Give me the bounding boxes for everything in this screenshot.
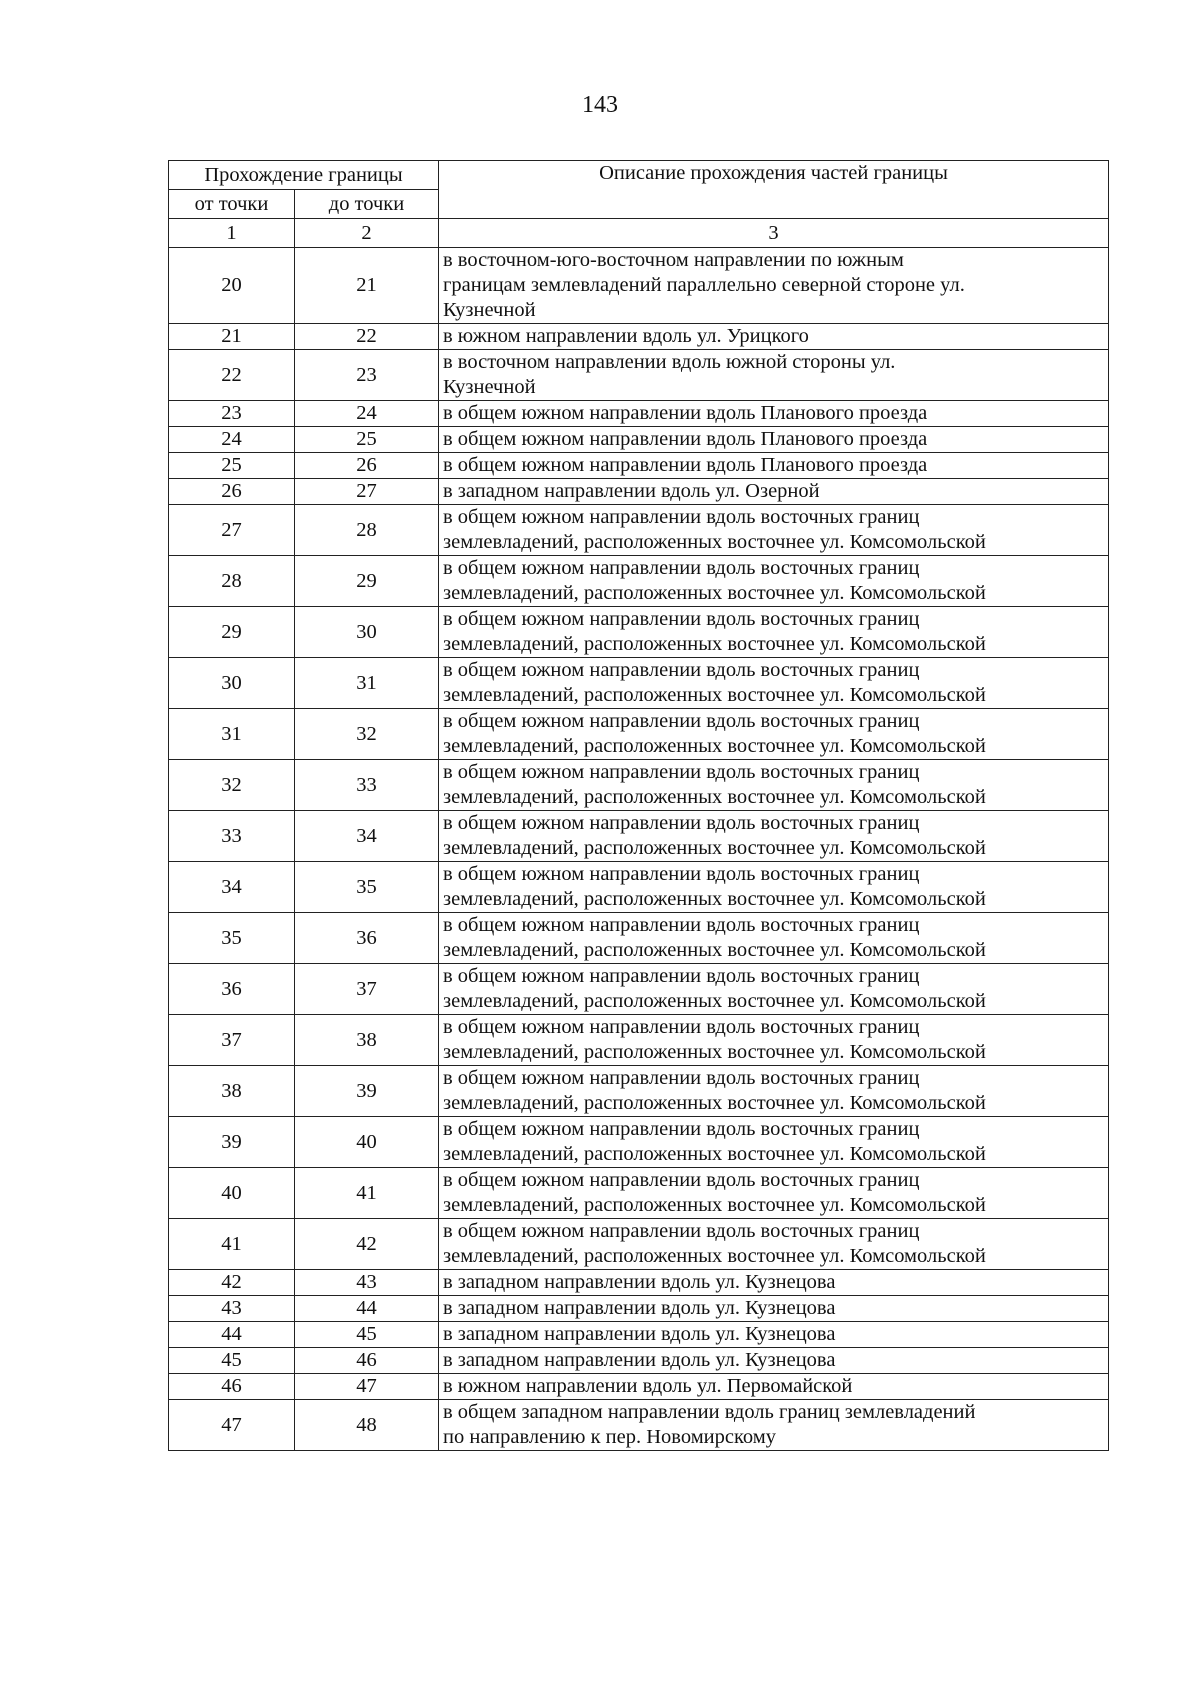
- description-line: в общем южном направлении вдоль восточных границ: [443, 557, 920, 579]
- to-point-cell: 33: [295, 760, 439, 811]
- description-line: в общем южном направлении вдоль восточных границ: [443, 812, 920, 834]
- to-point-cell: 28: [295, 505, 439, 556]
- description-line: землевладений, расположенных восточнее ул. Комсомольской: [443, 888, 986, 910]
- table-row: [169, 1168, 1109, 1219]
- description-line: землевладений, расположенных восточнее ул. Комсомольской: [443, 735, 986, 757]
- table-row: [169, 556, 1109, 607]
- to-point-cell: 44: [295, 1296, 439, 1322]
- description-line: Кузнечной: [443, 376, 536, 398]
- from-point-cell: 42: [169, 1270, 295, 1296]
- column-number-1: 1: [169, 219, 295, 248]
- description-cell: [439, 505, 1109, 556]
- table-row: [169, 427, 1109, 453]
- table-row: [169, 709, 1109, 760]
- description-line: в общем южном направлении вдоль восточных границ: [443, 863, 920, 885]
- table-row: [169, 1117, 1109, 1168]
- description-line: в восточном-юго-восточном направлении по южным: [443, 249, 904, 271]
- table-row: [169, 862, 1109, 913]
- description-line: землевладений, расположенных восточнее ул. Комсомольской: [443, 1143, 986, 1165]
- description-line: землевладений, расположенных восточнее ул. Комсомольской: [443, 582, 986, 604]
- table-row: [169, 1348, 1109, 1374]
- to-point-cell: 43: [295, 1270, 439, 1296]
- table-header: [169, 161, 1109, 248]
- from-point-cell: 29: [169, 607, 295, 658]
- description-cell: [439, 709, 1109, 760]
- table-row: [169, 1296, 1109, 1322]
- description-line: в западном направлении вдоль ул. Кузнецова: [443, 1349, 836, 1371]
- table-row: [169, 248, 1109, 324]
- description-line: в общем южном направлении вдоль восточных границ: [443, 1118, 920, 1140]
- from-point-cell: 44: [169, 1322, 295, 1348]
- description-cell: [439, 913, 1109, 964]
- description-cell: [439, 1322, 1109, 1348]
- description-line: по направлению к пер. Новомирскому: [443, 1426, 776, 1448]
- description-cell: [439, 350, 1109, 401]
- description-line: землевладений, расположенных восточнее ул. Комсомольской: [443, 837, 986, 859]
- description-cell: [439, 1296, 1109, 1322]
- from-point-cell: 41: [169, 1219, 295, 1270]
- from-point-cell: 39: [169, 1117, 295, 1168]
- description-line: в общем южном направлении вдоль восточных границ: [443, 659, 920, 681]
- from-point-cell: 38: [169, 1066, 295, 1117]
- column-number-2: 2: [295, 219, 439, 248]
- to-point-cell: 29: [295, 556, 439, 607]
- description-cell: [439, 1348, 1109, 1374]
- from-point-cell: 22: [169, 350, 295, 401]
- description-line: в общем южном направлении вдоль восточных границ: [443, 1016, 920, 1038]
- description-cell: [439, 862, 1109, 913]
- to-point-cell: 47: [295, 1374, 439, 1400]
- description-cell: [439, 1066, 1109, 1117]
- description-line: в общем южном направлении вдоль восточных границ: [443, 710, 920, 732]
- table-row: [169, 811, 1109, 862]
- description-line: землевладений, расположенных восточнее ул. Комсомольской: [443, 633, 986, 655]
- description-line: в западном направлении вдоль ул. Кузнецова: [443, 1323, 836, 1345]
- to-point-cell: 27: [295, 479, 439, 505]
- to-point-cell: 30: [295, 607, 439, 658]
- description-line: в южном направлении вдоль ул. Урицкого: [443, 325, 809, 347]
- description-line: землевладений, расположенных восточнее ул. Комсомольской: [443, 531, 986, 553]
- to-point-cell: 34: [295, 811, 439, 862]
- description-line: в общем южном направлении вдоль Планового проезда: [443, 402, 928, 424]
- description-cell: [439, 479, 1109, 505]
- description-line: в общем южном направлении вдоль восточных границ: [443, 506, 920, 528]
- from-point-cell: 28: [169, 556, 295, 607]
- to-point-cell: 31: [295, 658, 439, 709]
- table-row: [169, 350, 1109, 401]
- from-point-cell: 33: [169, 811, 295, 862]
- to-point-cell: 25: [295, 427, 439, 453]
- description-cell: [439, 1270, 1109, 1296]
- description-cell: [439, 1219, 1109, 1270]
- table-row: [169, 1219, 1109, 1270]
- table-row: [169, 1374, 1109, 1400]
- from-point-cell: 26: [169, 479, 295, 505]
- description-cell: [439, 1168, 1109, 1219]
- from-point-cell: 24: [169, 427, 295, 453]
- description-line: в общем западном направлении вдоль границ землевладений: [443, 1401, 976, 1423]
- description-cell: [439, 607, 1109, 658]
- to-point-cell: 35: [295, 862, 439, 913]
- to-point-cell: 39: [295, 1066, 439, 1117]
- description-line: границам землевладений параллельно северной стороне ул.: [443, 274, 965, 296]
- description-cell: [439, 811, 1109, 862]
- description-cell: [439, 964, 1109, 1015]
- from-point-cell: 31: [169, 709, 295, 760]
- description-cell: [439, 1400, 1109, 1451]
- table-row: [169, 453, 1109, 479]
- to-point-cell: 24: [295, 401, 439, 427]
- table-row: [169, 1066, 1109, 1117]
- from-point-cell: 30: [169, 658, 295, 709]
- table-row: [169, 760, 1109, 811]
- description-line: землевладений, расположенных восточнее ул. Комсомольской: [443, 939, 986, 961]
- table-row: [169, 1322, 1109, 1348]
- description-line: землевладений, расположенных восточнее ул. Комсомольской: [443, 684, 986, 706]
- from-point-cell: 43: [169, 1296, 295, 1322]
- from-point-cell: 40: [169, 1168, 295, 1219]
- to-point-cell: 40: [295, 1117, 439, 1168]
- from-point-cell: 35: [169, 913, 295, 964]
- description-line: в общем южном направлении вдоль Планового проезда: [443, 428, 928, 450]
- description-cell: [439, 1117, 1109, 1168]
- description-line: в общем южном направлении вдоль восточных границ: [443, 608, 920, 630]
- to-point-cell: 48: [295, 1400, 439, 1451]
- column-number-3: 3: [439, 219, 1109, 248]
- table-row: [169, 607, 1109, 658]
- table-row: [169, 1400, 1109, 1451]
- description-line: в общем южном направлении вдоль восточных границ: [443, 965, 920, 987]
- header-description: Описание прохождения частей границы: [439, 161, 1109, 219]
- table-row: [169, 324, 1109, 350]
- description-cell: [439, 1015, 1109, 1066]
- from-point-cell: 36: [169, 964, 295, 1015]
- to-point-cell: 26: [295, 453, 439, 479]
- description-line: в восточном направлении вдоль южной стороны ул.: [443, 351, 896, 373]
- table-row: [169, 658, 1109, 709]
- description-line: землевладений, расположенных восточнее ул. Комсомольской: [443, 990, 986, 1012]
- description-line: в общем южном направлении вдоль восточных границ: [443, 761, 920, 783]
- description-cell: [439, 658, 1109, 709]
- boundary-table: [168, 160, 1109, 1451]
- table-body: [169, 248, 1109, 1451]
- header-to-point: до точки: [295, 190, 439, 219]
- from-point-cell: 46: [169, 1374, 295, 1400]
- description-line: в западном направлении вдоль ул. Озерной: [443, 480, 820, 502]
- to-point-cell: 42: [295, 1219, 439, 1270]
- from-point-cell: 21: [169, 324, 295, 350]
- description-line: в общем южном направлении вдоль восточных границ: [443, 1169, 920, 1191]
- description-line: землевладений, расположенных восточнее ул. Комсомольской: [443, 1092, 986, 1114]
- to-point-cell: 21: [295, 248, 439, 324]
- from-point-cell: 20: [169, 248, 295, 324]
- table-row: [169, 1015, 1109, 1066]
- table-row: [169, 964, 1109, 1015]
- description-line: в западном направлении вдоль ул. Кузнецова: [443, 1297, 836, 1319]
- to-point-cell: 41: [295, 1168, 439, 1219]
- from-point-cell: 27: [169, 505, 295, 556]
- from-point-cell: 47: [169, 1400, 295, 1451]
- description-cell: [439, 760, 1109, 811]
- table-row: [169, 913, 1109, 964]
- description-line: в западном направлении вдоль ул. Кузнецова: [443, 1271, 836, 1293]
- description-cell: [439, 248, 1109, 324]
- description-line: в общем южном направлении вдоль восточных границ: [443, 1067, 920, 1089]
- description-line: Кузнечной: [443, 299, 536, 321]
- to-point-cell: 45: [295, 1322, 439, 1348]
- header-from-point: от точки: [169, 190, 295, 219]
- from-point-cell: 37: [169, 1015, 295, 1066]
- to-point-cell: 22: [295, 324, 439, 350]
- description-cell: [439, 427, 1109, 453]
- description-line: в южном направлении вдоль ул. Первомайской: [443, 1375, 853, 1397]
- description-cell: [439, 401, 1109, 427]
- table-row: [169, 1270, 1109, 1296]
- to-point-cell: 23: [295, 350, 439, 401]
- table-row: [169, 401, 1109, 427]
- description-line: в общем южном направлении вдоль Планового проезда: [443, 454, 928, 476]
- header-boundary-passage: Прохождение границы: [169, 161, 439, 190]
- to-point-cell: 36: [295, 913, 439, 964]
- from-point-cell: 45: [169, 1348, 295, 1374]
- to-point-cell: 38: [295, 1015, 439, 1066]
- from-point-cell: 32: [169, 760, 295, 811]
- description-cell: [439, 324, 1109, 350]
- to-point-cell: 32: [295, 709, 439, 760]
- description-line: землевладений, расположенных восточнее ул. Комсомольской: [443, 1041, 986, 1063]
- description-line: в общем южном направлении вдоль восточных границ: [443, 914, 920, 936]
- table-row: [169, 479, 1109, 505]
- to-point-cell: 46: [295, 1348, 439, 1374]
- from-point-cell: 25: [169, 453, 295, 479]
- description-cell: [439, 1374, 1109, 1400]
- from-point-cell: 34: [169, 862, 295, 913]
- to-point-cell: 37: [295, 964, 439, 1015]
- description-cell: [439, 556, 1109, 607]
- table-row: [169, 505, 1109, 556]
- description-line: землевладений, расположенных восточнее ул. Комсомольской: [443, 1245, 986, 1267]
- description-line: землевладений, расположенных восточнее ул. Комсомольской: [443, 1194, 986, 1216]
- from-point-cell: 23: [169, 401, 295, 427]
- description-line: землевладений, расположенных восточнее ул. Комсомольской: [443, 786, 986, 808]
- page-number: 143: [582, 92, 618, 118]
- description-line: в общем южном направлении вдоль восточных границ: [443, 1220, 920, 1242]
- description-cell: [439, 453, 1109, 479]
